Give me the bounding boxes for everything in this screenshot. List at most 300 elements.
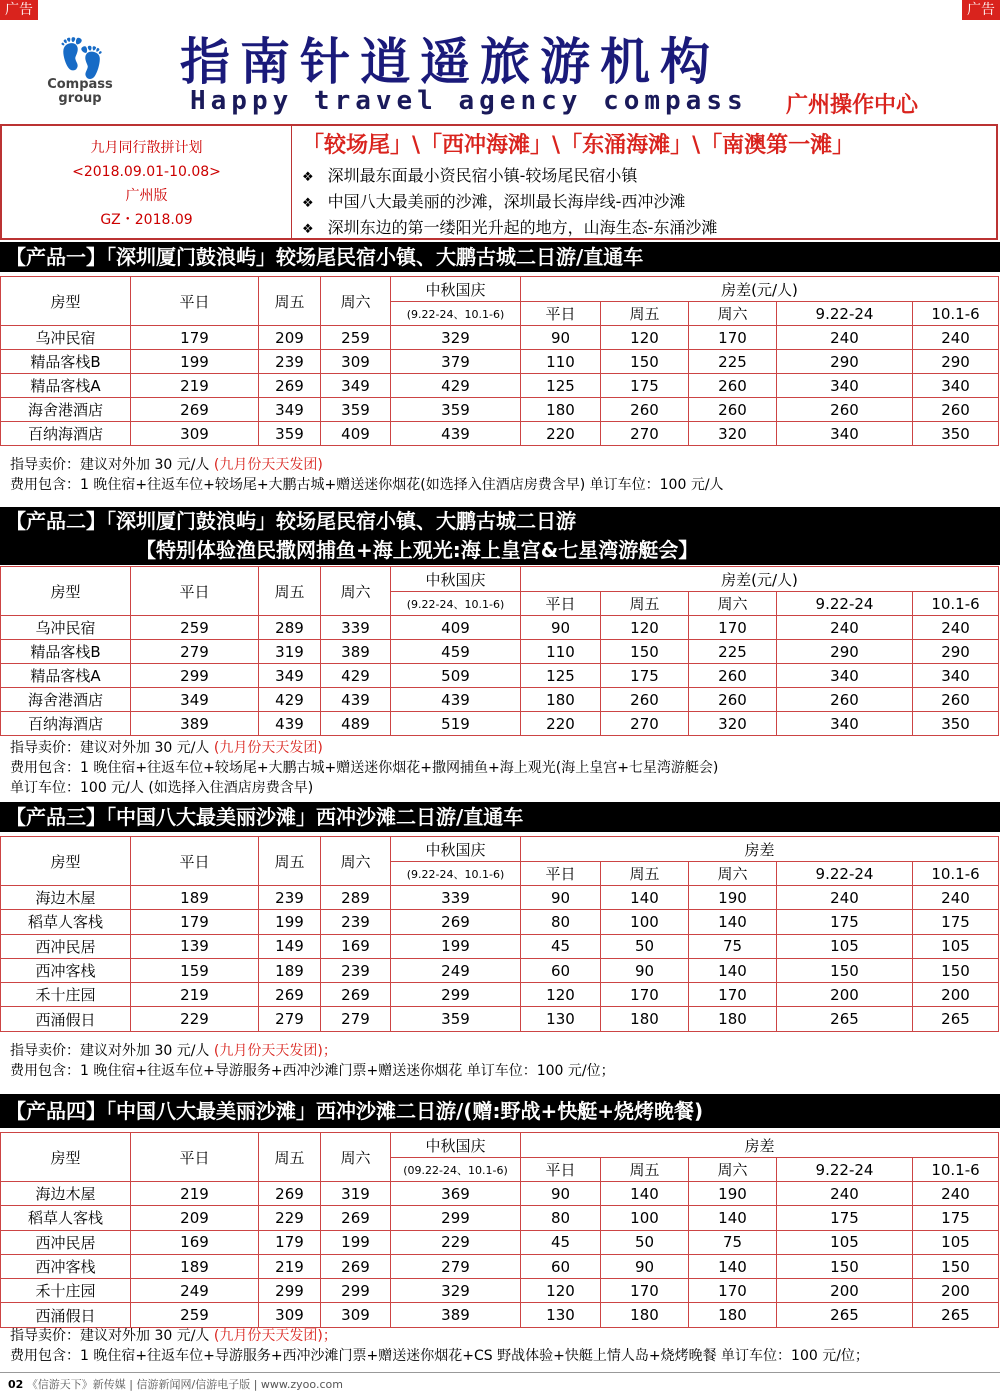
table-cell: 海边木屋	[1, 886, 131, 910]
table-cell: 西冲客栈	[1, 958, 131, 982]
table-cell: 260	[601, 688, 689, 712]
table-cell: 周六	[321, 567, 391, 616]
table-row	[1, 374, 999, 398]
price-table	[0, 1132, 999, 1328]
table-cell: 海边木屋	[1, 1182, 131, 1206]
table-cell: 439	[321, 688, 391, 712]
table-cell: 周五	[259, 837, 321, 886]
price-table	[0, 566, 999, 736]
table-cell: 389	[321, 640, 391, 664]
table-cell: 220	[521, 712, 601, 736]
table-cell: 340	[777, 422, 913, 446]
table-cell: 120	[521, 983, 601, 1007]
table-cell: 60	[521, 958, 601, 982]
table-cell: 9.22-24	[777, 862, 913, 886]
plan-line: <2018.09.01-10.08>	[72, 164, 221, 180]
table-cell: 房差(元/人)	[521, 277, 999, 302]
table-cell: 240	[777, 616, 913, 640]
table-cell: 周六	[689, 1158, 777, 1182]
table-cell: 290	[913, 350, 999, 374]
table-cell: 90	[521, 1182, 601, 1206]
plan-line: GZ・2018.09	[100, 212, 193, 228]
table-cell: 489	[321, 712, 391, 736]
table-cell: 299	[391, 1206, 521, 1230]
product-title: 【产品四】「中国八大最美丽沙滩」西冲沙滩二日游/(赠:野战+快艇+烧烤晚餐)	[6, 1099, 704, 1123]
table-cell: 175	[777, 910, 913, 934]
table-cell: 190	[689, 1182, 777, 1206]
plan-line: 九月同行散拼计划	[90, 140, 203, 156]
table-cell: 110	[521, 640, 601, 664]
table-cell: 269	[321, 983, 391, 1007]
table-cell: 269	[259, 1182, 321, 1206]
footer	[8, 1376, 343, 1392]
table-cell: 340	[777, 712, 913, 736]
table-cell: 90	[521, 886, 601, 910]
table-cell: 340	[777, 664, 913, 688]
table-cell: 乌冲民宿	[1, 326, 131, 350]
table-cell: 299	[321, 1279, 391, 1303]
table-cell: 150	[777, 958, 913, 982]
table-cell: 179	[131, 910, 259, 934]
table-cell: 80	[521, 910, 601, 934]
table-cell: 120	[601, 326, 689, 350]
table-cell: 339	[321, 616, 391, 640]
table-cell: 175	[601, 374, 689, 398]
table-cell: 269	[391, 910, 521, 934]
table-cell: 219	[131, 983, 259, 1007]
table-cell: 349	[321, 374, 391, 398]
table-cell: 精品客栈A	[1, 374, 131, 398]
table-cell: 西冲民居	[1, 934, 131, 958]
table-row	[1, 712, 999, 736]
table-cell: 189	[131, 886, 259, 910]
table-cell: 120	[601, 616, 689, 640]
product-note	[10, 758, 718, 778]
table-cell: 199	[259, 910, 321, 934]
page-number: 02	[8, 1378, 24, 1391]
table-cell: 225	[689, 350, 777, 374]
table-cell: 240	[777, 326, 913, 350]
table-cell: 299	[131, 664, 259, 688]
table-cell: 359	[391, 1007, 521, 1031]
table-cell: 180	[689, 1303, 777, 1327]
table-cell: 170	[689, 983, 777, 1007]
table-cell: 359	[391, 398, 521, 422]
table-cell: 270	[601, 422, 689, 446]
table-header-row	[1, 837, 999, 862]
table-header-row	[1, 567, 999, 592]
table-cell: 80	[521, 1206, 601, 1230]
table-cell: 409	[391, 616, 521, 640]
table-cell: 105	[777, 934, 913, 958]
table-cell: 289	[321, 886, 391, 910]
table-row	[1, 640, 999, 664]
table-cell: 170	[689, 1279, 777, 1303]
table-cell: 339	[391, 886, 521, 910]
table-cell: 西冲客栈	[1, 1254, 131, 1278]
table-cell: 10.1-6	[913, 862, 999, 886]
table-cell: 200	[777, 1279, 913, 1303]
compass-logo	[30, 38, 130, 118]
product-title: 【产品三】「中国八大最美丽沙滩」西冲沙滩二日游/直通车	[6, 805, 524, 829]
table-cell: 平日	[521, 302, 601, 326]
table-cell: 150	[913, 958, 999, 982]
table-cell: 260	[913, 398, 999, 422]
routes-title: 「较场尾」\「西冲海滩」\「东涌海滩」\「南澳第一滩」	[302, 133, 855, 158]
table-row	[1, 1230, 999, 1254]
table-cell: 140	[601, 1182, 689, 1206]
table-cell: (9.22-24、10.1-6)	[391, 592, 521, 616]
table-cell: 周六	[321, 277, 391, 326]
table-cell: 百纳海酒店	[1, 422, 131, 446]
product-title: 【产品二】「深圳厦门鼓浪屿」较场尾民宿小镇、大鹏古城二日游	[6, 509, 576, 533]
table-cell: 百纳海酒店	[1, 712, 131, 736]
table-cell: 340	[913, 664, 999, 688]
table-cell: 409	[321, 422, 391, 446]
table-cell: 稻草人客栈	[1, 1206, 131, 1230]
product-title: 【特别体验渔民撒网捕鱼+海上观光:海上皇宫&七星湾游艇会】	[136, 538, 699, 562]
table-cell: 禾十庄园	[1, 983, 131, 1007]
table-cell: 200	[913, 983, 999, 1007]
table-cell: 9.22-24	[777, 302, 913, 326]
table-cell: 中秋国庆	[391, 567, 521, 592]
table-cell: 389	[131, 712, 259, 736]
table-cell: 140	[689, 1254, 777, 1278]
table-cell: 周六	[689, 302, 777, 326]
table-cell: 329	[391, 326, 521, 350]
product-note	[10, 455, 323, 475]
table-cell: 279	[391, 1254, 521, 1278]
table-cell: 170	[601, 983, 689, 1007]
table-cell: 209	[131, 1206, 259, 1230]
table-cell: 190	[689, 886, 777, 910]
price-table	[0, 836, 999, 1032]
table-cell: 269	[131, 398, 259, 422]
table-cell: 170	[689, 326, 777, 350]
table-cell: 10.1-6	[913, 302, 999, 326]
table-cell: 175	[913, 1206, 999, 1230]
table-cell: 周五	[601, 592, 689, 616]
table-cell: 90	[601, 1254, 689, 1278]
table-cell: 459	[391, 640, 521, 664]
table-cell: 10.1-6	[913, 592, 999, 616]
table-cell: 9.22-24	[777, 1158, 913, 1182]
table-cell: 289	[259, 616, 321, 640]
plan-info	[2, 126, 292, 238]
table-cell: 240	[777, 1182, 913, 1206]
table-cell: (09.22-24、10.1-6)	[391, 1158, 521, 1182]
product-note	[10, 1041, 337, 1061]
table-cell: 105	[913, 934, 999, 958]
table-cell: 170	[601, 1279, 689, 1303]
table-cell: 225	[689, 640, 777, 664]
table-cell: 房型	[1, 567, 131, 616]
table-cell: 189	[259, 958, 321, 982]
table-cell: 509	[391, 664, 521, 688]
table-cell: 349	[259, 664, 321, 688]
table-cell: 249	[131, 1279, 259, 1303]
table-cell: 200	[913, 1279, 999, 1303]
note-highlight: (九月份天天发团)	[213, 457, 323, 473]
table-cell: 45	[521, 934, 601, 958]
table-cell: 320	[689, 422, 777, 446]
table-cell: 290	[777, 640, 913, 664]
table-cell: 平日	[131, 277, 259, 326]
product-title-bar	[0, 1094, 1000, 1128]
table-cell: 379	[391, 350, 521, 374]
table-cell: 209	[259, 326, 321, 350]
table-cell: 359	[321, 398, 391, 422]
table-cell: 120	[521, 1279, 601, 1303]
table-cell: 平日	[131, 837, 259, 886]
table-cell: 240	[913, 886, 999, 910]
table-cell: 平日	[521, 1158, 601, 1182]
table-cell: 199	[391, 934, 521, 958]
table-cell: 260	[777, 398, 913, 422]
highlights-list	[302, 164, 717, 242]
note-text: 单订车位：100 元/人 (如选择入住酒店房费含早)	[10, 780, 314, 796]
table-row	[1, 1279, 999, 1303]
note-text: 指导卖价：建议对外加 30 元/人	[10, 1328, 214, 1344]
table-cell: 105	[913, 1230, 999, 1254]
note-text: 费用包含：1 晚住宿+往返车位+较场尾+大鹏古城+赠送迷你烟花+撒网捕鱼+海上观光(海上皇宫+七星湾游艇会)	[10, 760, 719, 776]
table-cell: 禾十庄园	[1, 1279, 131, 1303]
table-cell: 269	[321, 1206, 391, 1230]
table-cell: 房型	[1, 277, 131, 326]
table-cell: 299	[391, 983, 521, 1007]
price-table	[0, 276, 999, 446]
table-cell: 369	[391, 1182, 521, 1206]
table-cell: 229	[259, 1206, 321, 1230]
note-text: 指导卖价：建议对外加 30 元/人	[10, 740, 214, 756]
table-cell: 265	[913, 1303, 999, 1327]
footprint-icon: 👣	[58, 36, 102, 80]
plan-line: 广州版	[125, 188, 168, 204]
table-cell: 240	[913, 1182, 999, 1206]
note-highlight: (九月份天天发团)	[213, 740, 323, 756]
table-cell: 429	[391, 374, 521, 398]
table-cell: 179	[259, 1230, 321, 1254]
table-cell: 140	[689, 1206, 777, 1230]
product-note	[10, 1326, 337, 1346]
table-cell: 175	[601, 664, 689, 688]
table-cell: 房差	[521, 1133, 999, 1158]
table-cell: 75	[689, 1230, 777, 1254]
note-text: 费用包含：1 晚住宿+往返车位+导游服务+西冲沙滩门票+赠送迷你烟花 单订车位：100 元/位；	[10, 1063, 615, 1079]
note-highlight: (九月份天天发团)；	[213, 1043, 337, 1059]
table-cell: 180	[689, 1007, 777, 1031]
table-cell: 265	[777, 1303, 913, 1327]
table-cell: 269	[321, 1254, 391, 1278]
table-row	[1, 422, 999, 446]
agency-title-cn: 指南针逍遥旅游机构	[180, 32, 720, 91]
table-cell: 150	[913, 1254, 999, 1278]
table-cell: 219	[259, 1254, 321, 1278]
table-cell: 110	[521, 350, 601, 374]
table-cell: 100	[601, 1206, 689, 1230]
header	[0, 0, 1000, 120]
product-title-bar	[0, 507, 1000, 565]
table-cell: 45	[521, 1230, 601, 1254]
note-text: 费用包含：1 晚住宿+往返车位+导游服务+西冲沙滩门票+赠送迷你烟花+CS 野战体验+快艇上情人岛+烧烤晚餐 单订车位：100 元/位；	[10, 1348, 869, 1364]
table-cell: 519	[391, 712, 521, 736]
table-cell: 265	[777, 1007, 913, 1031]
footer-divider	[0, 1372, 1000, 1373]
table-cell: 229	[131, 1007, 259, 1031]
table-cell: 周五	[259, 567, 321, 616]
table-cell: 180	[601, 1303, 689, 1327]
table-cell: 240	[913, 326, 999, 350]
table-cell: 239	[321, 910, 391, 934]
table-cell: 中秋国庆	[391, 1133, 521, 1158]
table-cell: 299	[259, 1279, 321, 1303]
table-cell: 169	[131, 1230, 259, 1254]
table-cell: 90	[521, 326, 601, 350]
table-cell: 稻草人客栈	[1, 910, 131, 934]
table-cell: 175	[777, 1206, 913, 1230]
table-row	[1, 398, 999, 422]
table-row	[1, 1303, 999, 1327]
table-cell: 350	[913, 712, 999, 736]
table-cell: 180	[601, 1007, 689, 1031]
table-cell: 290	[913, 640, 999, 664]
table-cell: 239	[259, 886, 321, 910]
table-cell: 房差(元/人)	[521, 567, 999, 592]
table-cell: 125	[521, 664, 601, 688]
table-row	[1, 326, 999, 350]
table-cell: 180	[521, 688, 601, 712]
table-cell: 140	[689, 958, 777, 982]
table-cell: 房型	[1, 837, 131, 886]
table-cell: 精品客栈A	[1, 664, 131, 688]
table-cell: 海舍港酒店	[1, 398, 131, 422]
table-cell: 90	[521, 616, 601, 640]
table-cell: 309	[131, 422, 259, 446]
table-cell: 349	[131, 688, 259, 712]
table-cell: 159	[131, 958, 259, 982]
highlight-item: ❖ 深圳最东面最小资民宿小镇-较场尾民宿小镇	[302, 164, 717, 190]
ad-badge-left: 广告	[0, 0, 38, 20]
table-cell: 150	[777, 1254, 913, 1278]
product-title-bar	[0, 242, 1000, 272]
table-cell: 169	[321, 934, 391, 958]
table-cell: 219	[131, 374, 259, 398]
product-note	[10, 778, 313, 798]
product-note	[10, 1346, 869, 1366]
table-cell: 260	[689, 398, 777, 422]
table-cell: 50	[601, 934, 689, 958]
table-header-row	[1, 1133, 999, 1158]
table-cell: 平日	[521, 862, 601, 886]
table-cell: 319	[259, 640, 321, 664]
table-cell: 平日	[521, 592, 601, 616]
table-cell: 240	[777, 886, 913, 910]
table-cell: 429	[321, 664, 391, 688]
table-cell: 439	[391, 422, 521, 446]
table-cell: 精品客栈B	[1, 640, 131, 664]
table-cell: 270	[601, 712, 689, 736]
table-cell: 180	[521, 398, 601, 422]
table-cell: 130	[521, 1007, 601, 1031]
logo-text: Compass group	[47, 77, 113, 106]
table-cell: 260	[689, 374, 777, 398]
table-cell: 259	[131, 616, 259, 640]
table-cell: 中秋国庆	[391, 837, 521, 862]
table-cell: 349	[259, 398, 321, 422]
table-row	[1, 616, 999, 640]
table-cell: 249	[391, 958, 521, 982]
table-cell: 平日	[131, 567, 259, 616]
table-cell: 279	[131, 640, 259, 664]
table-cell: 90	[601, 958, 689, 982]
table-cell: 100	[601, 910, 689, 934]
table-cell: 周六	[689, 862, 777, 886]
highlight-item: ❖ 深圳东边的第一缕阳光升起的地方，山海生态-东涌沙滩	[302, 216, 717, 242]
table-cell: 260	[913, 688, 999, 712]
table-cell: 海舍港酒店	[1, 688, 131, 712]
table-cell: 229	[391, 1230, 521, 1254]
table-row	[1, 1254, 999, 1278]
table-cell: 周六	[689, 592, 777, 616]
table-row	[1, 1007, 999, 1031]
table-cell: 239	[259, 350, 321, 374]
table-cell: 平日	[131, 1133, 259, 1182]
table-cell: 130	[521, 1303, 601, 1327]
agency-title-en: Happy travel agency compass	[190, 86, 748, 116]
table-cell: 中秋国庆	[391, 277, 521, 302]
table-header-row	[1, 277, 999, 302]
highlight-item: ❖ 中国八大最美丽的沙滩，深圳最长海岸线-西冲沙滩	[302, 190, 717, 216]
table-cell: 319	[321, 1182, 391, 1206]
table-cell: 290	[777, 350, 913, 374]
table-cell: 西涌假日	[1, 1303, 131, 1327]
table-cell: 西涌假日	[1, 1007, 131, 1031]
table-cell: 170	[689, 616, 777, 640]
table-cell: 200	[777, 983, 913, 1007]
table-cell: 周六	[321, 837, 391, 886]
table-cell: 240	[913, 616, 999, 640]
table-cell: 周六	[321, 1133, 391, 1182]
table-cell: 房型	[1, 1133, 131, 1182]
table-row	[1, 664, 999, 688]
table-cell: 周五	[601, 862, 689, 886]
table-cell: 150	[601, 640, 689, 664]
table-cell: 439	[391, 688, 521, 712]
table-cell: 259	[131, 1303, 259, 1327]
table-cell: 乌冲民宿	[1, 616, 131, 640]
table-cell: 149	[259, 934, 321, 958]
note-highlight: (九月份天天发团)；	[213, 1328, 337, 1344]
table-cell: 周五	[259, 277, 321, 326]
table-row	[1, 886, 999, 910]
table-row	[1, 910, 999, 934]
table-cell: (9.22-24、10.1-6)	[391, 302, 521, 326]
table-cell: 429	[259, 688, 321, 712]
table-cell: 175	[913, 910, 999, 934]
table-cell: 9.22-24	[777, 592, 913, 616]
table-cell: 西冲民居	[1, 1230, 131, 1254]
table-row	[1, 1182, 999, 1206]
product-note	[10, 1061, 615, 1081]
product-note	[10, 475, 724, 495]
table-cell: 439	[259, 712, 321, 736]
table-cell: 309	[321, 350, 391, 374]
table-cell: 259	[321, 326, 391, 350]
table-cell: 199	[131, 350, 259, 374]
note-text: 指导卖价：建议对外加 30 元/人	[10, 457, 214, 473]
table-cell: 320	[689, 712, 777, 736]
table-cell: 309	[321, 1303, 391, 1327]
